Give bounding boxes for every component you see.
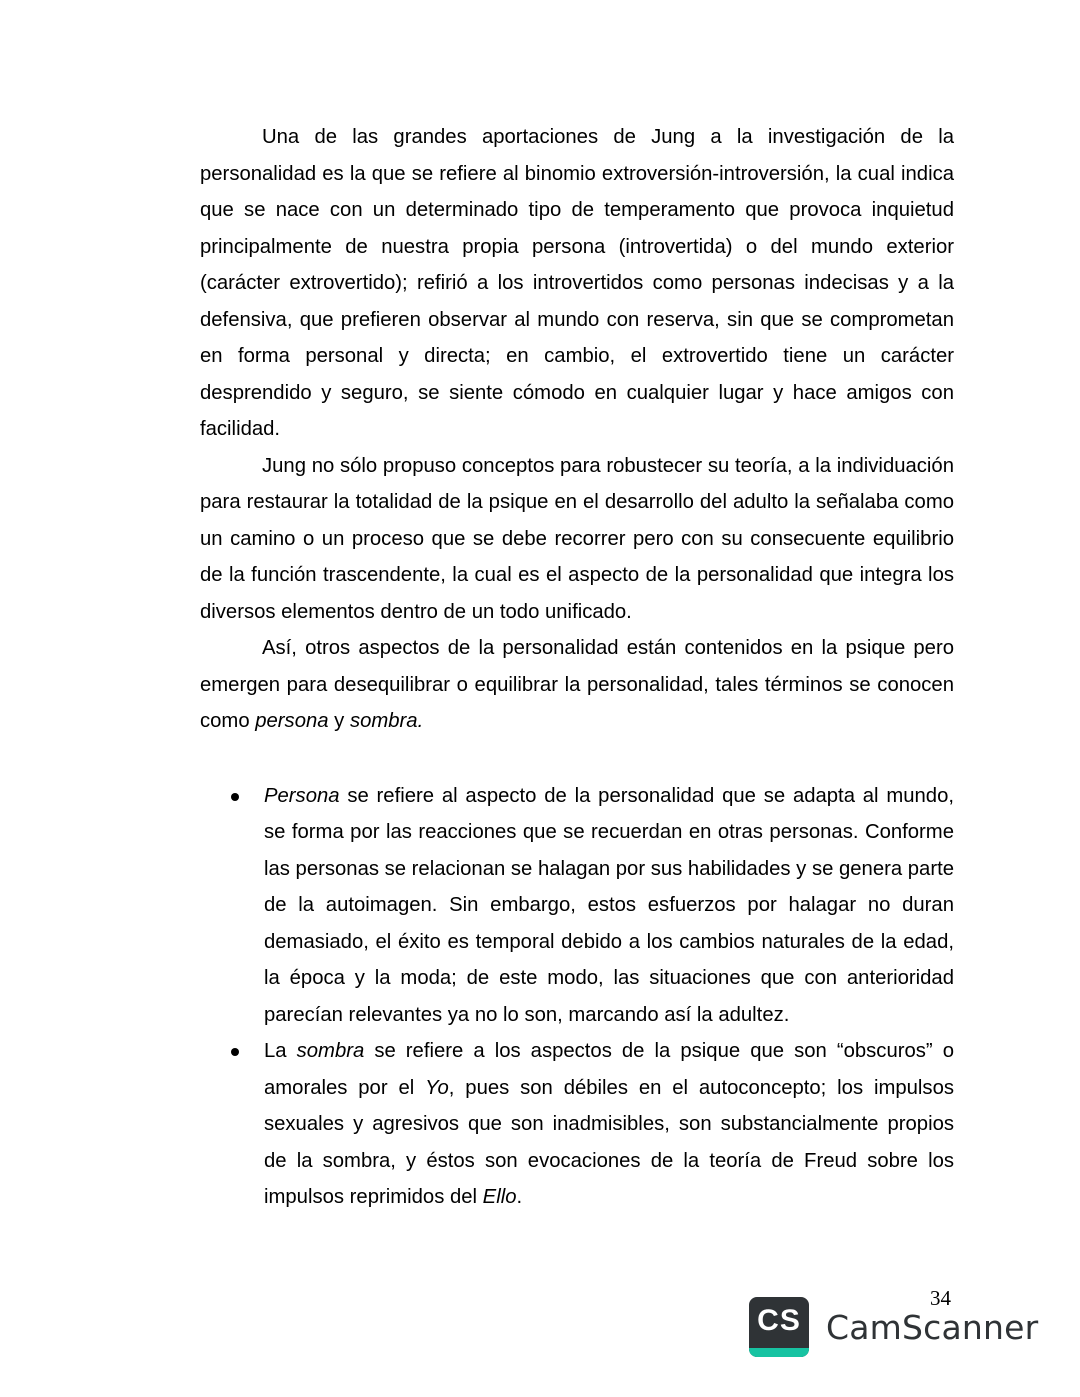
- camscanner-watermark: [749, 1297, 1038, 1357]
- camscanner-wordmark: CamScanner: [826, 1307, 1039, 1347]
- term-sombra: sombra.: [349, 710, 424, 732]
- logo-accent-bar: [749, 1348, 809, 1357]
- list-item-persona: [200, 778, 954, 1034]
- list-item-text: , pues son débiles en el autoconcepto; los impulsos sexuales y agresivos que son inadmisibles, son substancialmente propios de la sombra, y éstos son evocaciones de la teoría de Freud sobre los impulsos reprimidos del: [264, 1076, 954, 1208]
- bullet-list: [200, 778, 954, 1216]
- term-yo: Yo: [425, 1076, 449, 1099]
- list-item-text: se refiere a los aspectos de la psique que son “obscuros” o amorales por el: [264, 1040, 954, 1099]
- logo-text: CS: [757, 1304, 801, 1337]
- list-item-text: se refiere al aspecto de la personalidad que se adapta al mundo, se forma por las reacciones que se recuerdan en otras personas. Conforme las personas se relacionan se halagan por sus habilidades y se genera parte de la autoimagen. Sin embargo, estos esfuerzos por halagar no duran demasiado, el éxito es temporal debido a los cambios naturales de la edad, la época y la moda; de este modo, las situaciones que con anterioridad parecían relevantes ya no lo son, marcando así la adultez.: [264, 784, 955, 1026]
- bullet-icon: [231, 1048, 239, 1056]
- paragraph-jung-individuation: Jung no sólo propuso conceptos para robustecer su teoría, a la individuación para restaurar la totalidad de la psique en el desarrollo del adulto la señalaba como un camino o un proceso que se debe recorrer pero con su consecuente equilibrio de la función trascendente, la cual es el aspecto de la personalidad que integra los diversos elementos dentro de un todo unificado.: [200, 454, 954, 623]
- term-persona: persona: [255, 710, 329, 732]
- list-item-text: La: [264, 1040, 297, 1062]
- document-body: [200, 119, 954, 1216]
- paragraph-text: Así, otros aspectos de la personalidad están contenidos en la psique pero emergen para desequilibrar o equilibrar la personalidad, tales términos se conocen como: [200, 637, 954, 732]
- term-ello: Ello: [482, 1186, 517, 1208]
- camscanner-logo-icon: [749, 1297, 809, 1357]
- term-persona: Persona: [264, 784, 340, 807]
- list-item-sombra: [200, 1033, 954, 1216]
- page-number: 34: [930, 1286, 951, 1310]
- paragraph-persona-sombra-intro: [200, 630, 954, 740]
- paragraph-text: y: [328, 710, 350, 732]
- spacer: [200, 740, 954, 778]
- paragraph-jung-extroversion: Una de las grandes aportaciones de Jung a la investigación de la personalidad es la que se refiere al binomio extroversión-introversión, la cual indica que se nace con un determinado tipo de temperamento que provoca inquietud principalmente de nuestra propia persona (introvertida) o del mundo exterior (carácter extrovertido); refirió a los introvertidos como personas indecisas y a la defensiva, que prefieren observar al mundo con reserva, sin que se comprometan en forma personal y directa; en cambio, el extrovertido tiene un carácter desprendido y seguro, se siente cómodo en cualquier lugar y hace amigos con facilidad.: [200, 126, 954, 440]
- list-item-text: .: [516, 1186, 523, 1208]
- term-sombra: sombra: [296, 1040, 365, 1062]
- bullet-icon: [231, 793, 239, 801]
